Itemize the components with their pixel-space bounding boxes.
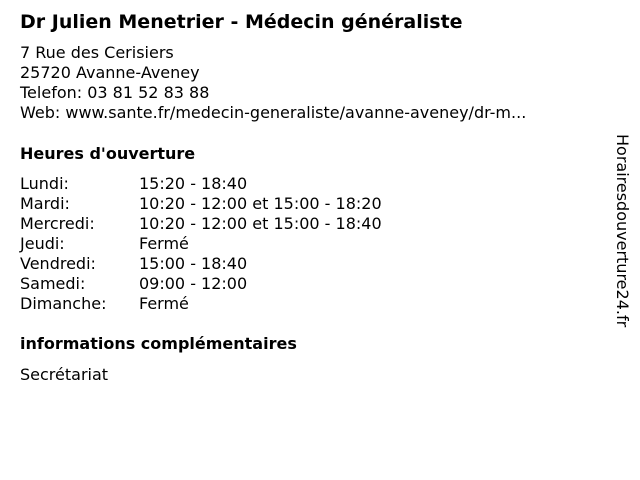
hours-heading: Heures d'ouverture [20, 144, 196, 163]
hours-day: Samedi: [20, 274, 86, 293]
page-title: Dr Julien Menetrier - Médecin généraliste [20, 11, 463, 33]
hours-time: 09:00 - 12:00 [139, 274, 248, 293]
hours-table [20, 174, 382, 314]
hours-row [20, 294, 382, 314]
street-address: 7 Rue des Cerisiers [20, 43, 174, 62]
hours-day: Dimanche: [20, 294, 107, 313]
hours-day: Lundi: [20, 174, 69, 193]
hours-row [20, 274, 382, 294]
hours-row [20, 214, 382, 234]
hours-time: 10:20 - 12:00 et 15:00 - 18:20 [139, 194, 382, 213]
hours-time: 15:00 - 18:40 [139, 254, 248, 273]
info-heading: informations complémentaires [20, 334, 297, 353]
hours-row [20, 194, 382, 214]
phone-number: Telefon: 03 81 52 83 88 [20, 83, 210, 102]
info-text: Secrétariat [20, 365, 109, 384]
website-link: Web: www.sante.fr/medecin-generaliste/avanne-aveney/dr-m... [20, 103, 527, 122]
hours-time: Fermé [139, 234, 189, 253]
hours-day: Jeudi: [20, 234, 65, 253]
hours-row [20, 234, 382, 254]
hours-row [20, 254, 382, 274]
hours-day: Mardi: [20, 194, 70, 213]
hours-day: Mercredi: [20, 214, 95, 233]
hours-day: Vendredi: [20, 254, 96, 273]
hours-row [20, 174, 382, 194]
hours-time: Fermé [139, 294, 189, 313]
city-address: 25720 Avanne-Aveney [20, 63, 200, 82]
site-watermark: Horairesdouverture24.fr [613, 134, 632, 328]
hours-time: 15:20 - 18:40 [139, 174, 248, 193]
address-block [20, 43, 526, 123]
hours-time: 10:20 - 12:00 et 15:00 - 18:40 [139, 214, 382, 233]
